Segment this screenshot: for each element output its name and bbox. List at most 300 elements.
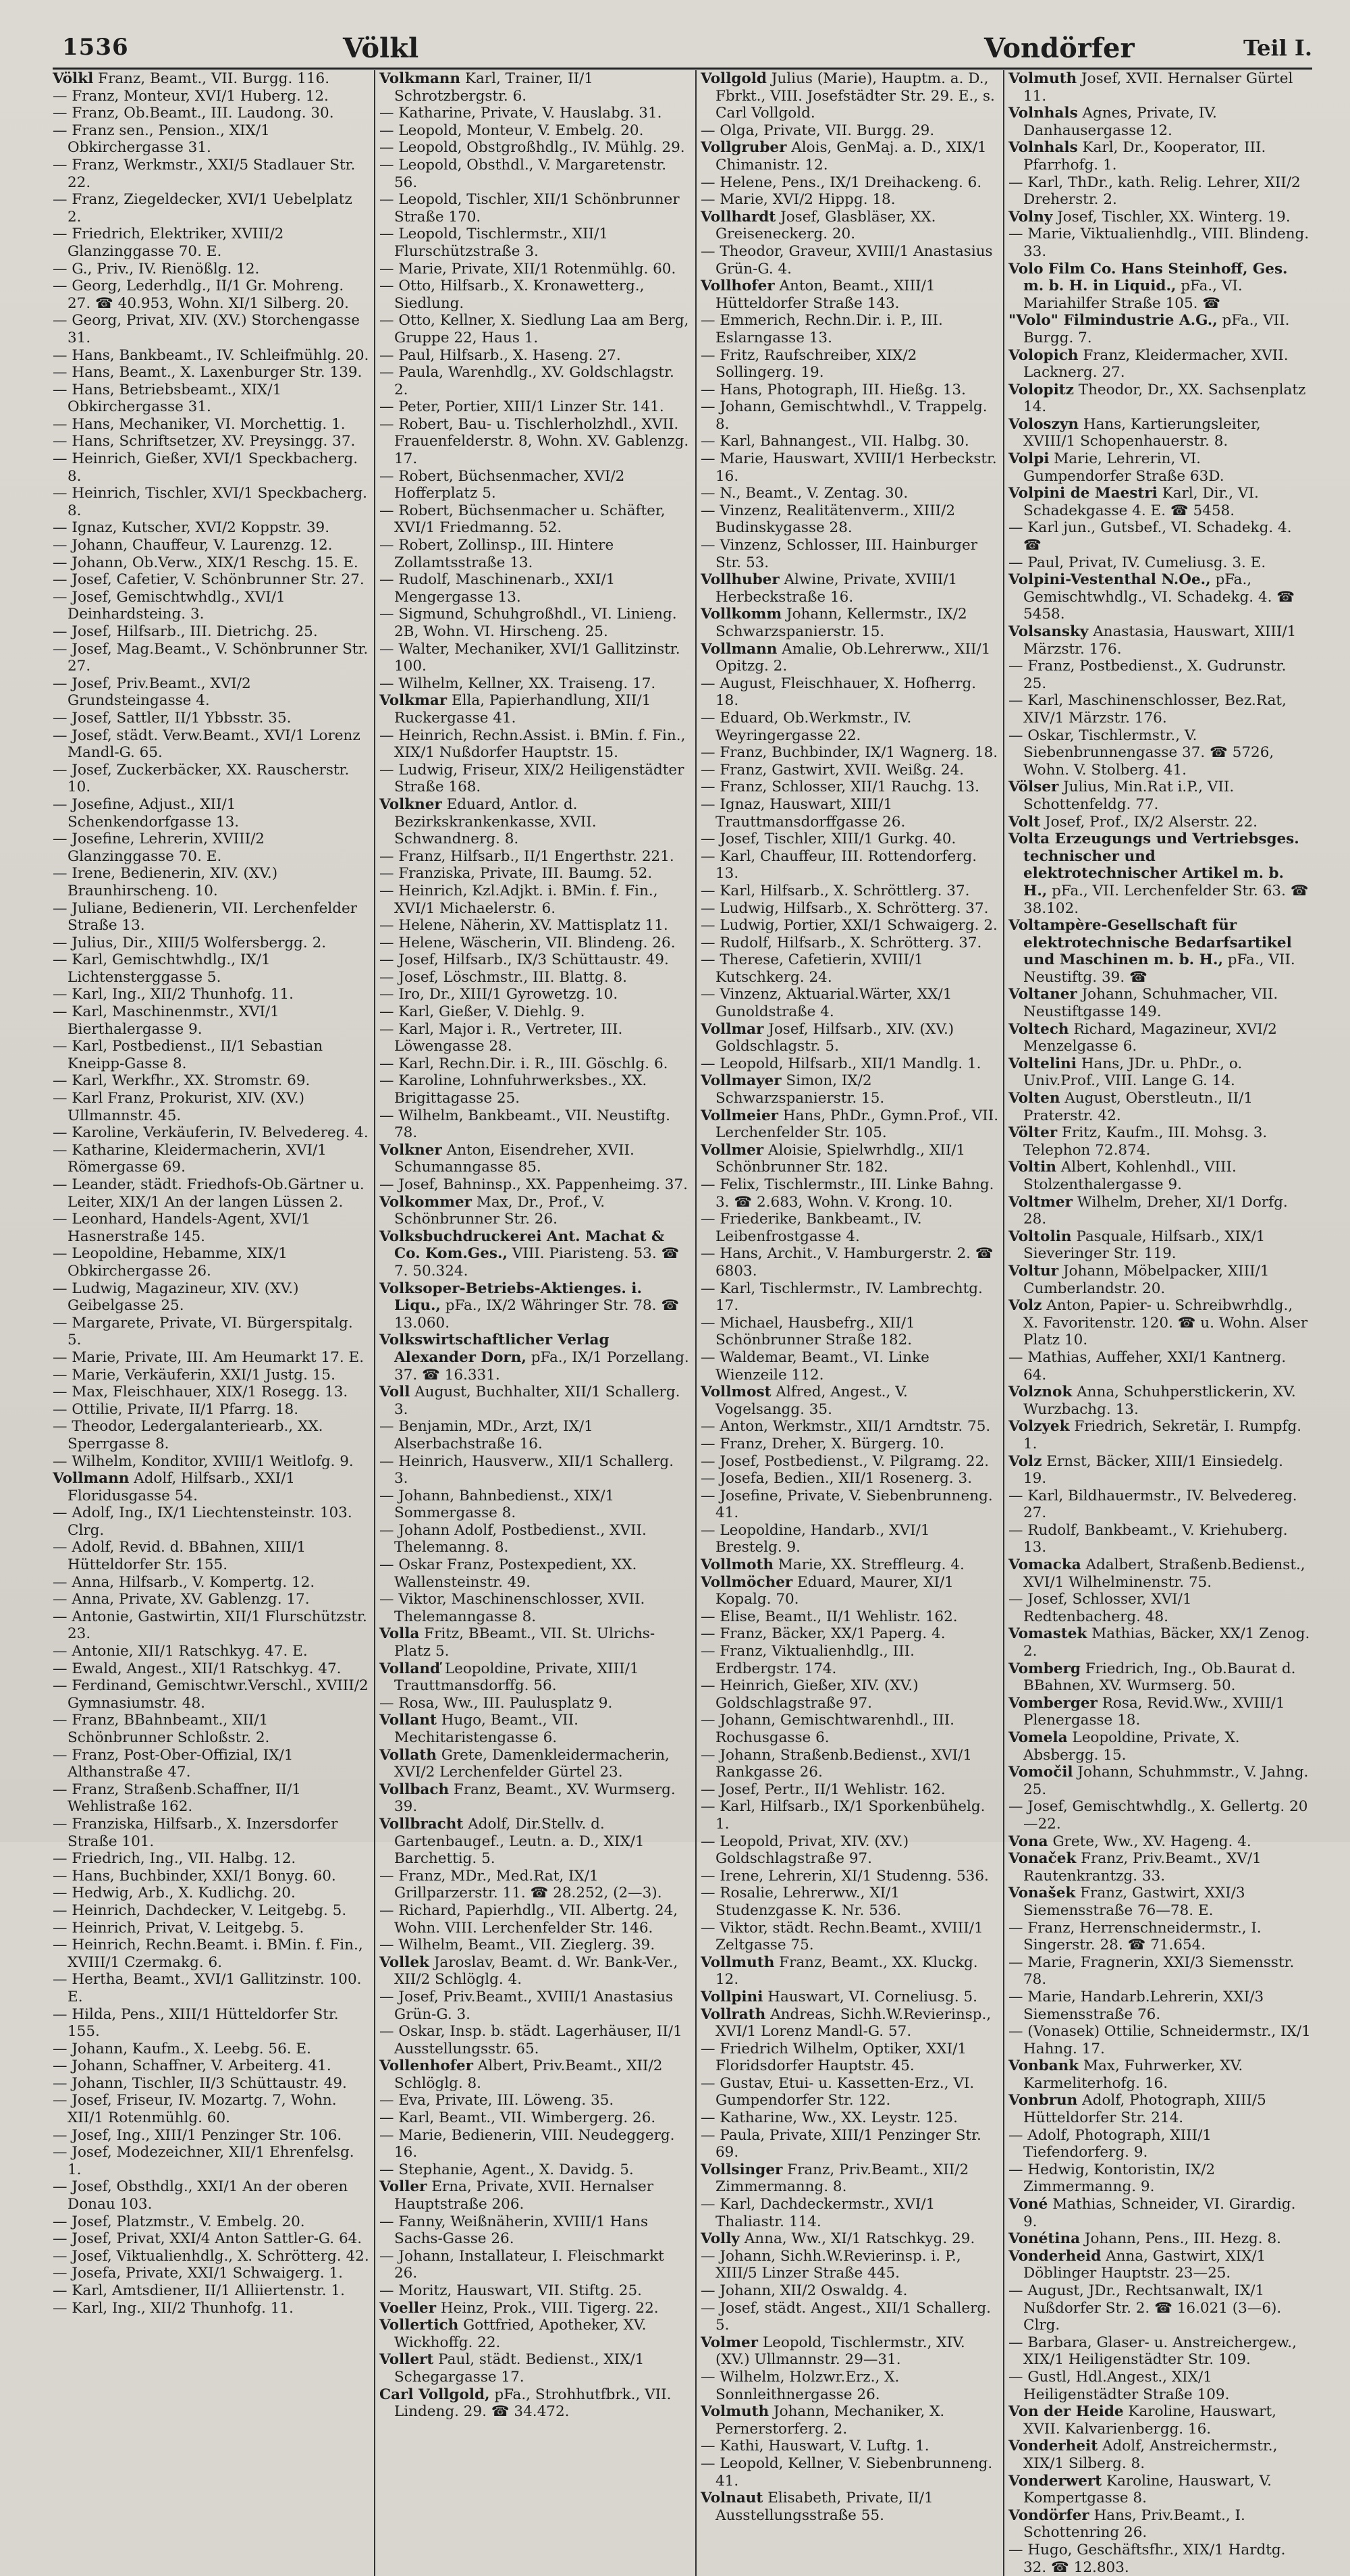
entry-details: — Otto, Kellner, X. Siedlung Laa am Berg, Gruppe 22, Haus 1. <box>379 312 689 346</box>
directory-entry <box>379 641 691 675</box>
directory-entry <box>379 2109 691 2127</box>
entry-details: — Rudolf, Maschinenarb., XXI/1 Mengergasse 13. <box>379 571 616 606</box>
entry-details: Fritz, Kaufm., III. Mohsg. 3. Telephon 72.874. <box>1023 1124 1268 1159</box>
entry-surname: Völser <box>1008 779 1059 796</box>
directory-entry <box>1008 1090 1311 1124</box>
directory-entry <box>701 1643 999 1677</box>
directory-entry <box>701 2127 999 2161</box>
entry-surname: Volly <box>701 2230 740 2248</box>
entry-details: — Karl, Gießer, V. Diehlg. 9. <box>379 1003 585 1021</box>
directory-entry <box>701 1488 999 1522</box>
entry-details: — Leonhard, Handels-Agent, XVI/1 Hasnerstraße 145. <box>53 1211 310 1245</box>
directory-entry <box>701 2248 999 2282</box>
directory-entry <box>701 1055 999 1073</box>
entry-surname: Volkner <box>379 795 442 813</box>
entry-details: — Josefine, Adjust., XII/1 Schenkendorfgasse 13. <box>53 795 240 831</box>
entry-details: Anton, Eisendreher, XVII. Schumanngasse 85. <box>394 1141 634 1176</box>
directory-entry <box>379 1660 691 1695</box>
directory-entry <box>701 1021 999 1055</box>
entry-surname: Vondörfer <box>1008 2506 1089 2524</box>
directory-entry <box>701 2282 999 2300</box>
entry-details: — Adolf, Revid. d. BBahnen, XIII/1 Hütteldorfer Str. 155. <box>53 1539 306 1574</box>
directory-entry <box>53 1747 370 1781</box>
directory-entry <box>379 883 691 917</box>
entry-details: — Rudolf, Hilfsarb., X. Schrötterg. 37. <box>701 934 982 951</box>
entry-details: — Johann, Installateur, I. Fleischmarkt 26. <box>379 2247 664 2282</box>
directory-entry <box>379 139 691 157</box>
entry-details: Hugo, Beamt., VII. Mechitaristengasse 6. <box>394 1712 578 1746</box>
entry-details: Ernst, Bäcker, XIII/1 Einsiedelg. 19. <box>1023 1452 1283 1488</box>
directory-entry <box>53 261 370 278</box>
entry-details: — Leander, städt. Friedhofs-Ob.Gärtner u. Leiter, XIX/1 An der langen Lüssen 2. <box>53 1176 364 1211</box>
entry-details: — Leopold, Obstgroßhdlg., IV. Mühlg. 29. <box>379 139 685 157</box>
entry-surname: Volnhals <box>1008 139 1078 157</box>
entry-details: pFa., VII. Neustiftg. 39. ☎ <box>1023 951 1295 986</box>
directory-entry <box>1008 727 1311 779</box>
entry-details: — Peter, Portier, XIII/1 Linzer Str. 141. <box>379 398 664 416</box>
entry-details: — Karl, Ing., XII/2 Thunhofg. 11. <box>53 2299 294 2317</box>
entry-details: — Antonie, Gastwirtin, XII/1 Flurschützstr. 23. <box>53 1608 367 1643</box>
directory-entry <box>53 2178 370 2213</box>
entry-surname: Vomberger <box>1008 1694 1098 1712</box>
entry-details: — Fritz, Raufschreiber, XIX/2 Sollingerg. 19. <box>701 346 917 382</box>
entry-details: Johann, Pens., III. Hezg. 8. <box>1084 2230 1281 2248</box>
directory-entry <box>53 1868 370 1885</box>
directory-entry <box>701 2455 999 2490</box>
entry-surname: Vonderwert <box>1008 2472 1102 2490</box>
directory-entry <box>379 261 691 278</box>
entry-details: Karl, Dr., Kooperator, III. Pfarrhofg. 1. <box>1023 139 1266 174</box>
directory-entry <box>701 1712 999 1746</box>
directory-entry <box>53 727 370 762</box>
entry-details: Karoline, Hauswart, V. Kompertgasse 8. <box>1023 2472 1272 2507</box>
directory-entry <box>701 1107 999 1142</box>
directory-entry <box>1008 623 1311 658</box>
entry-details: pFa., Gemischtwhdlg., VI. Schadekg. 4. ☎ 5458. <box>1023 571 1295 623</box>
directory-entry <box>701 1885 999 1919</box>
directory-entry <box>53 1574 370 1592</box>
directory-entry <box>379 1418 691 1452</box>
entry-details: — Hertha, Beamt., XVI/1 Gallitzinstr. 100. E. <box>53 1971 362 2005</box>
entry-details: — Heinrich, Hausverw., XII/1 Schallerg. 3. <box>379 1452 674 1488</box>
entry-details: Gottfried, Apotheker, XV. Wickhoffg. 22. <box>394 2317 647 2351</box>
entry-details: — Felix, Tischlermstr., III. Linke Bahng. 3. ☎ 2.683, Wohn. V. Krong. 10. <box>701 1176 994 1211</box>
directory-entry <box>379 692 691 727</box>
directory-entry <box>53 2127 370 2145</box>
entry-details: — Johann, Gemischtwhdl., V. Trappelg. 8. <box>701 398 988 433</box>
directory-entry <box>53 226 370 260</box>
column-2 <box>374 70 691 2576</box>
directory-entry <box>1008 1418 1311 1452</box>
directory-entry <box>1008 416 1311 450</box>
entry-details: — Wilhelm, Kellner, XX. Traiseng. 17. <box>379 675 656 692</box>
entry-details: — Ottilie, Private, II/1 Pfarrg. 18. <box>53 1400 299 1418</box>
entry-details: pFa., IX/1 Porzellang. 37. ☎ 16.331. <box>394 1348 689 1384</box>
entry-surname: Volopich <box>1008 346 1079 364</box>
entry-surname: Vollpini <box>701 1988 763 2005</box>
entry-details: — Heinrich, Rechn.Beamt. i. BMin. f. Fin., XVIII/1 Czermakg. 6. <box>53 1937 363 1971</box>
entry-details: — Fanny, Weißnäherin, XVIII/1 Hans Sachs-Gasse 26. <box>379 2213 648 2248</box>
entry-details: — Rosalie, Lehrerww., XI/1 Studenzgasse K. Nr. 536. <box>701 1885 902 1919</box>
entry-surname: Volksoper-Betriebs-Aktienges. i. Liqu., <box>379 1280 642 1315</box>
entry-details: — Viktor, städt. Rechn.Beamt., XVIII/1 Zeltgasse 75. <box>701 1919 983 1954</box>
directory-entry <box>1008 485 1311 519</box>
entry-details: Richard, Magazineur, XVI/2 Menzelgasse 6. <box>1023 1020 1277 1055</box>
entry-details: — Paula, Warenhdlg., XV. Goldschlagstr. 2. <box>379 364 674 398</box>
entry-details: — Marie, Fragnerin, XXI/3 Siemensstr. 78. <box>1008 1953 1295 1989</box>
entry-surname: Vonétina <box>1008 2230 1081 2248</box>
directory-entry <box>53 1367 370 1384</box>
entry-details: — Heinrich, Kzl.Adjkt. i. BMin. f. Fin., XVI/1 Michaelerstr. 6. <box>379 882 658 917</box>
directory-entry <box>1008 1263 1311 1297</box>
entry-surname: Voltin <box>1008 1159 1056 1176</box>
entry-surname: Volznok <box>1008 1384 1073 1401</box>
entry-details: Karoline, Hauswart, XVII. Kalvarienbergg. 16. <box>1023 2403 1276 2438</box>
directory-entry <box>701 1989 999 2006</box>
entry-surname: Voltur <box>1008 1262 1059 1280</box>
entry-surname: Vomela <box>1008 1729 1068 1746</box>
entry-details: — Leopold, Obsthdl., V. Margaretenstr. 56. <box>379 156 667 191</box>
directory-entry <box>379 191 691 226</box>
directory-entry <box>701 312 999 346</box>
directory-entry <box>53 2282 370 2300</box>
entry-surname: Vollenhofer <box>379 2057 473 2075</box>
directory-entry <box>379 2351 691 2386</box>
directory-entry <box>1008 1556 1311 1591</box>
directory-entry <box>701 1798 999 1833</box>
entry-details: — Emmerich, Rechn.Dir. i. P., III. Eslarngasse 13. <box>701 312 943 346</box>
entry-details: — Wilhelm, Holzwr.Erz., X. Sonnleithnergasse 26. <box>701 2368 900 2403</box>
directory-entry <box>1008 2230 1311 2248</box>
entry-details: — Karl, Maschinenschlosser, Bez.Rat, XIV/1 Märzstr. 176. <box>1008 692 1287 727</box>
directory-entry <box>1008 2438 1311 2472</box>
entry-details: — Margarete, Private, VI. Bürgerspitalg. 5. <box>53 1314 353 1349</box>
entry-details: — Oskar, Tischlermstr., V. Siebenbrunnengasse 37. ☎ 5726, Wohn. V. Stolberg. 41. <box>1008 727 1274 779</box>
entry-details: — Richard, Papierhdlg., VII. Albertg. 24, Wohn. VIII. Lerchenfelder Str. 146. <box>379 1901 678 1937</box>
entry-details: Agnes, Private, IV. Danhausergasse 12. <box>1023 105 1217 139</box>
entry-details: — Georg, Privat, XIV. (XV.) Storchengasse 31. <box>53 312 360 346</box>
entry-details: Albert, Kohlenhdl., VIII. Stolzenthalergasse 9. <box>1023 1159 1237 1193</box>
entry-details: — Gustav, Etui- u. Kassetten-Erz., VI. Gumpendorfer Str. 122. <box>701 2074 975 2109</box>
directory-entry <box>379 1625 691 1660</box>
directory-entry <box>53 1038 370 1072</box>
directory-entry <box>701 347 999 382</box>
directory-entry <box>53 450 370 485</box>
entry-details: Josef, XVII. Hernalser Gürtel 11. <box>1023 70 1293 105</box>
entry-details: — Josef, Viktualienhdlg., X. Schrötterg. 42. <box>53 2247 369 2265</box>
directory-entry <box>1008 1522 1311 1556</box>
entry-details: — Robert, Bau- u. Tischlerholzhdl., XVII. Frauenfelderstr. 8, Wohn. XV. Gablenzg. 17. <box>379 415 689 468</box>
entry-details: — Leopoldine, Hebamme, XIX/1 Obkirchergasse 26. <box>53 1245 288 1280</box>
directory-entry <box>53 1971 370 2005</box>
entry-details: — Heinrich, Rechn.Assist. i. BMin. f. Fin., XIX/1 Nußdorfer Hauptstr. 15. <box>379 727 686 762</box>
entry-surname: Vomočil <box>1008 1764 1073 1781</box>
directory-entry <box>1008 1729 1311 1764</box>
entry-details: — Katharine, Private, V. Hauslabg. 31. <box>379 105 662 122</box>
directory-entry <box>1008 1228 1311 1263</box>
entry-details: — Katharine, Kleidermacherin, XVI/1 Römergasse 69. <box>53 1141 327 1176</box>
entry-surname: Vollertich <box>379 2317 459 2334</box>
directory-entry <box>1008 1954 1311 1989</box>
entry-details: — Josef, Mag.Beamt., V. Schönbrunner Str. 27. <box>53 640 369 675</box>
directory-entry <box>701 986 999 1020</box>
entry-details: — Johann, Kaufm., X. Leebg. 56. E. <box>53 2040 311 2057</box>
entry-details: — Hans, Buchbinder, XXI/1 Bonyg. 60. <box>53 1867 336 1885</box>
entry-details: — Josefa, Private, XXI/1 Schwaigerg. 1. <box>53 2265 343 2282</box>
directory-entry <box>379 2127 691 2161</box>
directory-entry <box>1008 209 1311 226</box>
entry-details: Josef, Glasbläser, XX. Greiseneckerg. 20. <box>716 208 936 243</box>
entry-details: — Josefine, Private, V. Siebenbrunneng. 41. <box>701 1487 993 1522</box>
entry-details: Heinz, Prok., VIII. Tigerg. 22. <box>440 2299 659 2317</box>
entry-details: — Josef, Cafetier, V. Schönbrunner Str. 27. <box>53 571 364 589</box>
entry-details: — Vinzenz, Aktuarial.Wärter, XX/1 Gunoldstraße 4. <box>701 986 952 1021</box>
directory-entry <box>1008 1833 1311 1851</box>
entry-surname: Vollgruber <box>701 139 787 157</box>
entry-surname: Voltelini <box>1008 1055 1077 1072</box>
entry-details: — Franz, Ziegeldecker, XVI/1 Uebelplatz 2. <box>53 191 352 226</box>
directory-entry <box>53 831 370 865</box>
entry-details: — Anna, Private, XV. Gablenzg. 17. <box>53 1591 310 1608</box>
directory-entry <box>53 122 370 157</box>
directory-entry <box>53 675 370 710</box>
entry-details: VIII. Piaristeng. 53. ☎ 7. 50.324. <box>394 1245 680 1280</box>
entry-details: — Franziska, Private, III. Baumg. 52. <box>379 865 653 883</box>
directory-entry <box>379 1003 691 1021</box>
entry-surname: Vollmann <box>53 1470 130 1488</box>
entry-surname: Voné <box>1008 2196 1048 2213</box>
entry-surname: Vollbracht <box>379 1815 464 1833</box>
entry-details: Johann, Möbelpacker, XIII/1 Cumberlandstr. 20. <box>1023 1262 1270 1297</box>
entry-surname: Voltech <box>1008 1020 1069 1038</box>
directory-entry <box>1008 2507 1311 2542</box>
directory-entry <box>701 796 999 831</box>
entry-surname: Vollmuth <box>701 1953 775 1971</box>
directory-entry <box>53 900 370 935</box>
directory-entry <box>379 1488 691 1522</box>
entry-details: — Marie, XVI/2 Hippg. 18. <box>701 191 896 209</box>
entry-details: — Stephanie, Agent., X. Davidg. 5. <box>379 2161 634 2178</box>
directory-entry <box>1008 2092 1311 2126</box>
entry-details: Franz, Gastwirt, XXI/3 Siemensstraße 76—78. E. <box>1023 1885 1245 1919</box>
entry-surname: Von der Heide <box>1008 2403 1124 2421</box>
directory-entry <box>379 1989 691 2023</box>
directory-entry <box>1008 1591 1311 1625</box>
directory-entry <box>701 641 999 675</box>
entry-details: — Franz, Straßenb.Schaffner, II/1 Wehlistraße 162. <box>53 1781 301 1816</box>
entry-details: Mathias, Bäcker, XX/1 Zenog. 2. <box>1023 1625 1310 1660</box>
directory-entry <box>701 122 999 140</box>
directory-entry <box>53 1384 370 1401</box>
directory-entry <box>53 935 370 952</box>
directory-entry <box>1008 2542 1311 2576</box>
entry-details: — Franz, Herrenschneidermstr., I. Singerstr. 28. ☎ 71.654. <box>1008 1919 1262 1954</box>
entry-details: — Friedrich, Elektriker, XVIII/2 Glanzinggasse 70. E. <box>53 226 284 260</box>
directory-entry <box>53 623 370 641</box>
directory-entry <box>379 312 691 346</box>
entry-details: Johann, Mechaniker, X. Pernerstorferg. 2. <box>716 2403 945 2438</box>
entry-details: — Josef, städt. Verw.Beamt., XVI/1 Lorenz Mandl-G. 65. <box>53 727 360 762</box>
entry-details: — (Vonasek) Ottilie, Schneidermstr., IX/1 Hahng. 17. <box>1008 2023 1311 2057</box>
entry-details: — Hans, Archit., V. Hamburgerstr. 2. ☎ 6803. <box>701 1245 994 1280</box>
entry-surname: Vomacka <box>1008 1556 1081 1574</box>
directory-entry <box>379 364 691 398</box>
directory-entry <box>701 883 999 900</box>
directory-entry <box>701 433 999 450</box>
directory-entry <box>53 278 370 312</box>
entry-details: Franz, Beamt., VII. Burgg. 116. <box>98 70 330 87</box>
directory-entry <box>53 554 370 572</box>
entry-details: — Eva, Private, III. Löweng. 35. <box>379 2092 614 2109</box>
entry-details: — Josefine, Lehrerin, XVIII/2 Glanzinggasse 70. E. <box>53 831 265 865</box>
directory-entry <box>701 935 999 952</box>
entry-surname: Volsansky <box>1008 623 1089 640</box>
entry-surname: Volpini de Maestri <box>1008 485 1158 502</box>
directory-entry <box>1008 1764 1311 1798</box>
entry-details: — Josef, Ing., XIII/1 Penzinger Str. 106. <box>53 2126 342 2144</box>
entry-details: Adolf, Dir.Stellv. d. Gartenbaugef., Leutn. a. D., XIX/1 Barchettig. 5. <box>394 1815 645 1868</box>
directory-entry <box>53 1712 370 1746</box>
entry-details: — Karl, Major i. R., Vertreter, III. Löwengasse 28. <box>379 1020 623 1055</box>
entry-details: — Johann, Ob.Verw., XIX/1 Reschg. 15. E. <box>53 554 358 571</box>
entry-details: — Heinrich, Gießer, XIV. (XV.) Goldschlagstraße 97. <box>701 1677 919 1712</box>
entry-details: — Ludwig, Magazineur, XIV. (XV.) Geibelgasse 25. <box>53 1280 299 1315</box>
directory-entry <box>701 744 999 762</box>
left-headword: Völkl <box>343 32 419 64</box>
entry-details: Grete, Damenkleidermacherin, XVI/2 Lerchenfelder Gürtel 23. <box>394 1746 670 1781</box>
directory-entry <box>379 1021 691 1055</box>
entry-details: — Ewald, Angest., XII/1 Ratschkyg. 47. <box>53 1660 342 1677</box>
directory-entry <box>1008 1159 1311 1193</box>
entry-details: — Marie, Private, III. Am Heumarkt 17. E. <box>53 1348 364 1366</box>
directory-entry <box>701 1349 999 1384</box>
entry-details: — Walter, Mechaniker, XVI/1 Gallitzinstr. 100. <box>379 640 680 675</box>
entry-details: Anna, Gastwirt, XIX/1 Döblinger Hauptstr. 23—25. <box>1023 2247 1266 2282</box>
entry-details: — Josef, Hilfsarb., IX/3 Schüttaustr. 49. <box>379 951 669 969</box>
directory-entry <box>379 571 691 606</box>
entry-details: — Paul, Privat, IV. Cumeliusg. 3. E. <box>1008 554 1266 571</box>
entry-details: Andreas, Sichh.W.Revierinsp., XVI/1 Lorenz Mandl-G. 57. <box>716 2005 992 2041</box>
part-label: Teil I. <box>1243 35 1312 61</box>
entry-surname: Vollmöcher <box>701 1573 793 1591</box>
directory-entry <box>1008 831 1311 917</box>
entry-details: Karl, Trainer, II/1 Schrotzbergstr. 6. <box>394 70 593 105</box>
directory-entry <box>701 537 999 571</box>
directory-entry <box>701 2161 999 2196</box>
entry-details: — Wilhelm, Beamt., VII. Zieglerg. 39. <box>379 1937 655 1954</box>
directory-entry <box>1008 1625 1311 1660</box>
directory-entry <box>1008 1885 1311 1919</box>
directory-entry <box>53 1816 370 1850</box>
entry-details: — Franz, Monteur, XVI/1 Huberg. 12. <box>53 87 329 105</box>
entry-details: — Josef, Priv.Beamt., XVI/2 Grundsteingasse 4. <box>53 675 251 710</box>
entry-details: — Juliane, Bedienerin, VII. Lerchenfelder Straße 13. <box>53 899 357 935</box>
directory-entry <box>53 1315 370 1349</box>
directory-entry <box>1008 105 1311 139</box>
directory-entry <box>53 433 370 450</box>
directory-entry <box>701 382 999 399</box>
directory-entry <box>701 2109 999 2127</box>
entry-surname: Vonašek <box>1008 1885 1076 1902</box>
directory-entry <box>53 2057 370 2075</box>
right-headword: Vondörfer <box>984 32 1135 64</box>
entry-details: — Leopold, Privat, XIV. (XV.) Goldschlagstraße 97. <box>701 1833 909 1868</box>
entry-surname: Volpini-Vestenthal N.Oe., <box>1008 571 1211 589</box>
entry-details: — Ignaz, Hauswart, XIII/1 Trauttmansdorffgasse 26. <box>701 795 906 831</box>
directory-entry <box>701 1920 999 1954</box>
directory-entry <box>379 675 691 693</box>
directory-entry <box>1008 1920 1311 1954</box>
entry-surname: Völter <box>1008 1124 1058 1142</box>
entry-details: — Leopold, Kellner, V. Siebenbrunneng. 41. <box>701 2454 993 2490</box>
directory-entry <box>53 1781 370 1816</box>
directory-entry <box>53 312 370 346</box>
entry-details: Julius, Min.Rat i.P., VII. Schottenfeldg. 77. <box>1023 779 1235 813</box>
entry-details: — Heinrich, Dachdecker, V. Leitgebg. 5. <box>53 1901 347 1919</box>
entry-details: Alfred, Angest., V. Vogelsangg. 35. <box>716 1384 908 1418</box>
directory-entry <box>1008 2282 1311 2334</box>
entry-details: — Karl, ThDr., kath. Relig. Lehrer, XII/2 Dreherstr. 2. <box>1008 174 1301 209</box>
entry-details: — Leopold, Monteur, V. Embelg. 20. <box>379 122 644 139</box>
directory-entry <box>379 537 691 571</box>
entry-details: — Josef, Friseur, IV. Mozartg. 7, Wohn. XII/1 Rotenmühlg. 60. <box>53 2092 337 2127</box>
entry-details: — Johann, XII/2 Oswaldg. 4. <box>701 2282 908 2299</box>
directory-entry <box>1008 692 1311 727</box>
directory-entry <box>1008 2403 1311 2438</box>
directory-entry <box>53 2006 370 2041</box>
directory-entry <box>379 2248 691 2282</box>
entry-details: — Josef, Platzmstr., V. Embelg. 20. <box>53 2213 305 2230</box>
entry-details: — Marie, Private, XII/1 Rotenmühlg. 60. <box>379 260 676 278</box>
entry-details: — Franz, Schlosser, XII/1 Rauchg. 13. <box>701 779 979 796</box>
entry-details: — Josef, Hilfsarb., III. Dietrichg. 25. <box>53 623 318 640</box>
directory-entry <box>1008 2473 1311 2507</box>
directory-entry <box>1008 814 1311 831</box>
entry-details: Friedrich, Sekretär, I. Rumpfg. 1. <box>1023 1418 1302 1452</box>
directory-entry <box>701 1677 999 1712</box>
entry-details: Julius (Marie), Hauptm. a. D., Fbrkt., VIII. Josefstädter Str. 29. E., s. Carl Vollgold. <box>716 70 995 122</box>
directory-entry <box>53 1124 370 1142</box>
entry-details: — Paula, Private, XIII/1 Penzinger Str. 69. <box>701 2126 981 2161</box>
entry-details: Leopoldine, Private, X. Absbergg. 15. <box>1023 1729 1240 1764</box>
entry-details: Adolf, Anstreichermstr., XIX/1 Silberg. 8. <box>1023 2438 1278 2472</box>
directory-entry <box>379 1522 691 1556</box>
entry-details: — Hilda, Pens., XIII/1 Hütteldorfer Str. 155. <box>53 2005 339 2041</box>
directory-entry <box>379 986 691 1003</box>
directory-entry <box>53 571 370 589</box>
directory-entry <box>53 70 370 88</box>
entry-details: Ella, Papierhandlung, XII/1 Ruckergasse 41. <box>394 692 651 727</box>
directory-entry <box>1008 571 1311 623</box>
directory-entry <box>1008 1453 1311 1488</box>
entry-details: — Karl, Werkfhr., XX. Stromstr. 69. <box>53 1072 310 1090</box>
entry-details: — Leopoldine, Handarb., XVI/1 Brestelg. 9. <box>701 1521 930 1556</box>
entry-surname: Vonderheid <box>1008 2247 1102 2265</box>
directory-entry <box>53 1643 370 1660</box>
entry-details: — Waldemar, Beamt., VI. Linke Wienzeile 112. <box>701 1348 929 1384</box>
entry-details: Adalbert, Straßenb.Bedienst., XVI/1 Wilhelminenstr. 75. <box>1023 1556 1305 1591</box>
entry-details: pFa., IX/2 Währinger Str. 78. ☎ 13.060. <box>394 1297 680 1332</box>
entry-details: — Johann, Schaffner, V. Arbeiterg. 41. <box>53 2057 331 2075</box>
directory-entry <box>53 2075 370 2093</box>
entry-details: — Franz, Postbedienst., X. Gudrunstr. 25. <box>1008 658 1287 692</box>
entry-surname: Volnaut <box>701 2490 763 2507</box>
entry-surname: Vollmayer <box>701 1072 782 1090</box>
directory-entry <box>53 2144 370 2178</box>
directory-entry <box>379 105 691 122</box>
directory-entry <box>53 1453 370 1471</box>
directory-entry <box>701 779 999 796</box>
